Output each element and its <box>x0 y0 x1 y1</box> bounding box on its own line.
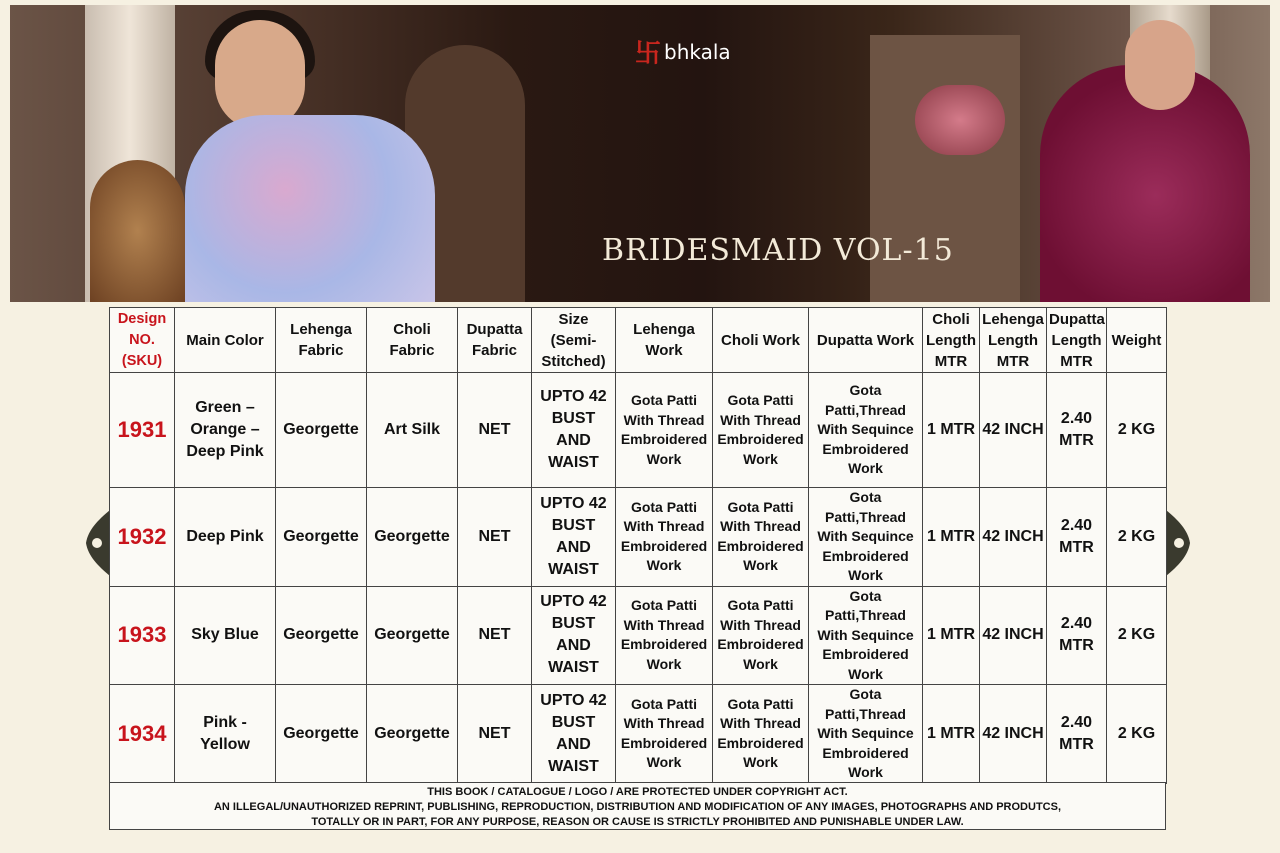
brand-logo <box>635 33 731 70</box>
dupatta-fabric: NET <box>458 373 532 488</box>
dupatta-length: 2.40 MTR <box>1047 488 1107 587</box>
dupatta-length: 2.40 MTR <box>1047 685 1107 784</box>
choli-fabric: Georgette <box>367 685 458 784</box>
hero-banner <box>10 5 1270 302</box>
swastika-logo-icon: 卐 <box>635 39 662 69</box>
header-size: Size (Semi-Stitched) <box>532 308 616 373</box>
lehenga-work: Gota Patti With Thread Embroidered Work <box>616 586 713 685</box>
lehenga-fabric: Georgette <box>276 373 367 488</box>
weight: 2 KG <box>1107 373 1167 488</box>
choli-work: Gota Patti With Thread Embroidered Work <box>713 488 809 587</box>
size: UPTO 42 BUST AND WAIST <box>532 373 616 488</box>
main-color: Sky Blue <box>175 586 276 685</box>
choli-work: Gota Patti With Thread Embroidered Work <box>713 685 809 784</box>
size: UPTO 42 BUST AND WAIST <box>532 586 616 685</box>
copyright-line-1: THIS BOOK / CATALOGUE / LOGO / ARE PROTECTED UNDER COPYRIGHT ACT. <box>427 786 848 798</box>
dupatta-work: Gota Patti,Thread With Sequince Embroidered Work <box>809 488 923 587</box>
choli-fabric: Art Silk <box>367 373 458 488</box>
header-weight: Weight <box>1107 308 1167 373</box>
copyright-notice <box>109 782 1166 830</box>
choli-length: 1 MTR <box>923 685 980 784</box>
brand-name: bhkala <box>664 39 731 64</box>
copyright-line-3: TOTALLY OR IN PART, FOR ANY PURPOSE, REASON OR CAUSE IS STRICTLY PROHIBITED AND PUNISHABLE UNDER LAW. <box>311 816 964 828</box>
header-lehenga-work: Lehenga Work <box>616 308 713 373</box>
header-choli-work: Choli Work <box>713 308 809 373</box>
dupatta-fabric: NET <box>458 488 532 587</box>
design-number: 1934 <box>110 685 175 784</box>
dupatta-work: Gota Patti,Thread With Sequince Embroidered Work <box>809 685 923 784</box>
choli-length: 1 MTR <box>923 373 980 488</box>
design-number: 1933 <box>110 586 175 685</box>
product-spec-table <box>109 307 1167 784</box>
lehenga-length: 42 INCH <box>980 373 1047 488</box>
design-number: 1932 <box>110 488 175 587</box>
copyright-line-2: AN ILLEGAL/UNAUTHORIZED REPRINT, PUBLISHING, REPRODUCTION, DISTRIBUTION AND MODIFICATION OF ANY IMAGES, PHOTOGRAPHS AND PRODUTCS, <box>213 801 1062 813</box>
dupatta-length: 2.40 MTR <box>1047 373 1107 488</box>
size: UPTO 42 BUST AND WAIST <box>532 685 616 784</box>
dupatta-work: Gota Patti,Thread With Sequince Embroidered Work <box>809 586 923 685</box>
choli-length: 1 MTR <box>923 488 980 587</box>
lehenga-work: Gota Patti With Thread Embroidered Work <box>616 488 713 587</box>
choli-length: 1 MTR <box>923 586 980 685</box>
header-design-no: Design NO. (SKU) <box>110 308 175 373</box>
lehenga-fabric: Georgette <box>276 685 367 784</box>
header-choli-fabric: Choli Fabric <box>367 308 458 373</box>
weight: 2 KG <box>1107 586 1167 685</box>
choli-work: Gota Patti With Thread Embroidered Work <box>713 586 809 685</box>
header-dupatta-fabric: Dupatta Fabric <box>458 308 532 373</box>
weight: 2 KG <box>1107 488 1167 587</box>
main-color: Pink - Yellow <box>175 685 276 784</box>
lehenga-work: Gota Patti With Thread Embroidered Work <box>616 685 713 784</box>
lehenga-fabric: Georgette <box>276 488 367 587</box>
table-header-row <box>110 308 1167 373</box>
size: UPTO 42 BUST AND WAIST <box>532 488 616 587</box>
dupatta-fabric: NET <box>458 586 532 685</box>
main-color: Green – Orange – Deep Pink <box>175 373 276 488</box>
header-dupatta-work: Dupatta Work <box>809 308 923 373</box>
choli-work: Gota Patti With Thread Embroidered Work <box>713 373 809 488</box>
table-row <box>110 488 1167 587</box>
chair <box>90 160 185 302</box>
weight: 2 KG <box>1107 685 1167 784</box>
model-right-face <box>1125 20 1195 110</box>
header-dupatta-length: Dupatta Length MTR <box>1047 308 1107 373</box>
table-row <box>110 685 1167 784</box>
lehenga-work: Gota Patti With Thread Embroidered Work <box>616 373 713 488</box>
lehenga-length: 42 INCH <box>980 685 1047 784</box>
choli-fabric: Georgette <box>367 586 458 685</box>
table-row <box>110 586 1167 685</box>
model-left-face <box>215 20 305 130</box>
dupatta-work: Gota Patti,Thread With Sequince Embroidered Work <box>809 373 923 488</box>
header-lehenga-length: Lehenga Length MTR <box>980 308 1047 373</box>
flower-vase <box>915 85 1005 155</box>
main-color: Deep Pink <box>175 488 276 587</box>
lehenga-length: 42 INCH <box>980 586 1047 685</box>
dupatta-length: 2.40 MTR <box>1047 586 1107 685</box>
header-lehenga-fabric: Lehenga Fabric <box>276 308 367 373</box>
ornament-right-icon <box>1166 510 1192 576</box>
choli-fabric: Georgette <box>367 488 458 587</box>
ornament-left-icon <box>84 510 110 576</box>
table-row <box>110 373 1167 488</box>
catalog-title: BRIDESMAID VOL-15 <box>602 233 954 268</box>
model-left-lehenga <box>185 115 435 302</box>
header-main-color: Main Color <box>175 308 276 373</box>
dupatta-fabric: NET <box>458 685 532 784</box>
header-choli-length: Choli Length MTR <box>923 308 980 373</box>
lehenga-length: 42 INCH <box>980 488 1047 587</box>
lehenga-fabric: Georgette <box>276 586 367 685</box>
design-number: 1931 <box>110 373 175 488</box>
